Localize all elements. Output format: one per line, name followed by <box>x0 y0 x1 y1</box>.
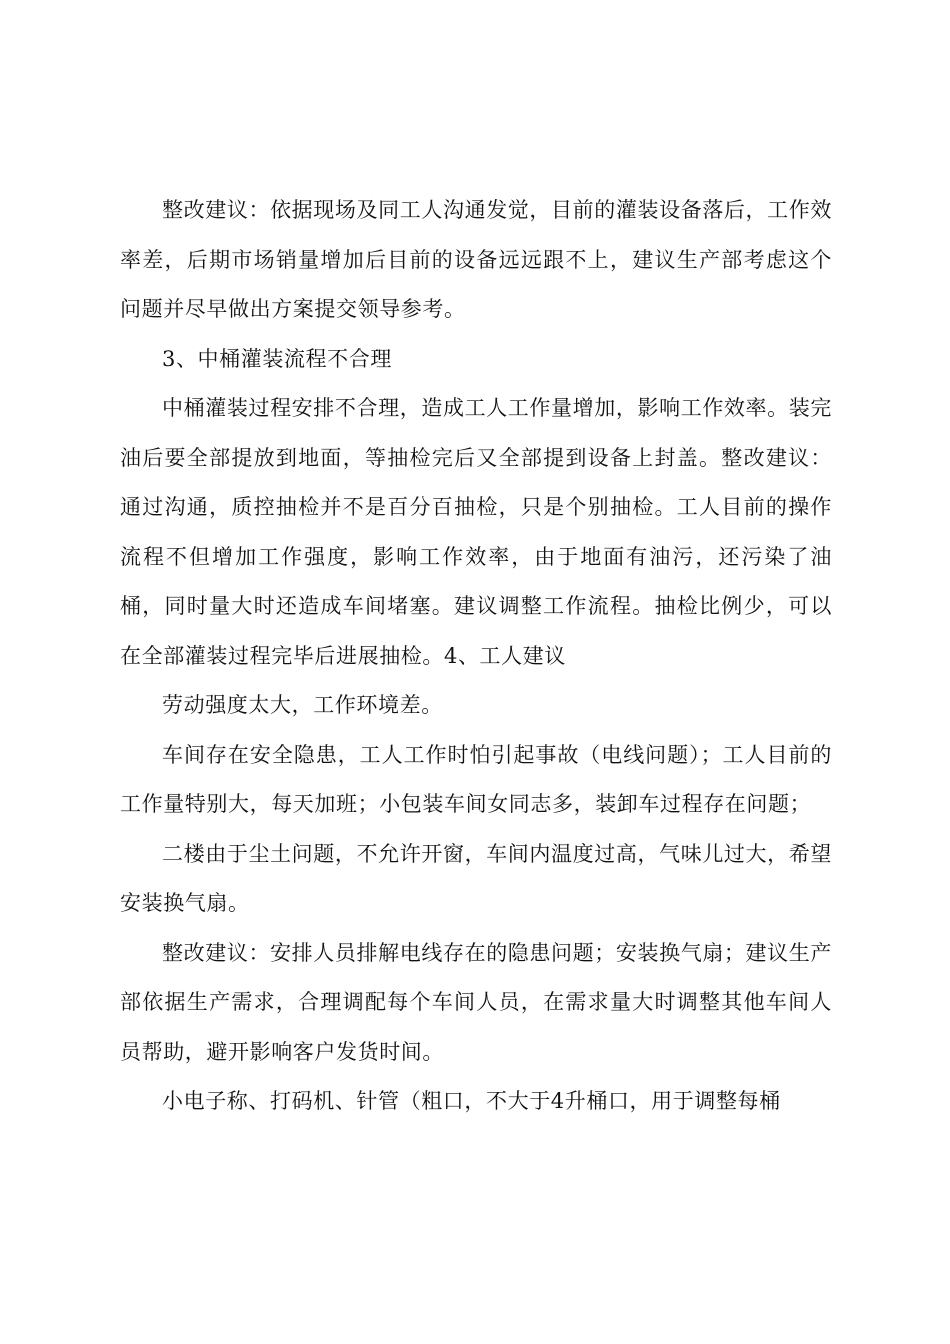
paragraph-second-floor-ventilation: 二楼由于尘土问题，不允许开窗，车间内温度过高，气味儿过大，希望安装换气扇。 <box>120 841 832 915</box>
document-body <box>120 186 832 1127</box>
paragraph-safety-hazards: 车间存在安全隐患，工人工作时怕引起事故（电线问题）；工人目前的工作量特别大，每天加班；小包装车间女同志多，装卸车过程存在问题； <box>120 742 832 816</box>
paragraph-rectification-staffing: 整改建议：安排人员排解电线存在的隐患问题；安装换气扇；建议生产部依据生产需求，合理调配每个车间人员，在需求量大时调整其他车间人员帮助，避开影响客户发货时间。 <box>120 940 832 1064</box>
paragraph-rectification-equipment: 整改建议：依据现场及同工人沟通发觉，目前的灌装设备落后，工作效率差，后期市场销量增加后目前的设备远远跟不上，建议生产部考虑这个问题并尽早做出方案提交领导参考。 <box>120 198 832 321</box>
heading-medium-barrel-process: 3、中桶灌装流程不合理 <box>162 346 392 371</box>
paragraph-tools-list: 小电子称、打码机、针管（粗口，不大于4升桶口，用于调整每桶 <box>162 1089 781 1113</box>
paragraph-labor-intensity: 劳动强度太大，工作环境差。 <box>162 693 443 717</box>
paragraph-medium-barrel-details: 中桶灌装过程安排不合理，造成工人工作量增加，影响工作效率。装完油后要全部提放到地面，等抽检完后又全部提到设备上封盖。整改建议：通过沟通，质控抽检并不是百分百抽检，只是个别抽检。工人目前的操作流程不但增加工作强度，影响工作效率，由于地面有油污，还污染了油桶，同时量大时还造成车间堵塞。建议调整工作流程。抽检比例少，可以在全部灌装过程完毕后进展抽检。4、工人建议 <box>120 396 832 668</box>
